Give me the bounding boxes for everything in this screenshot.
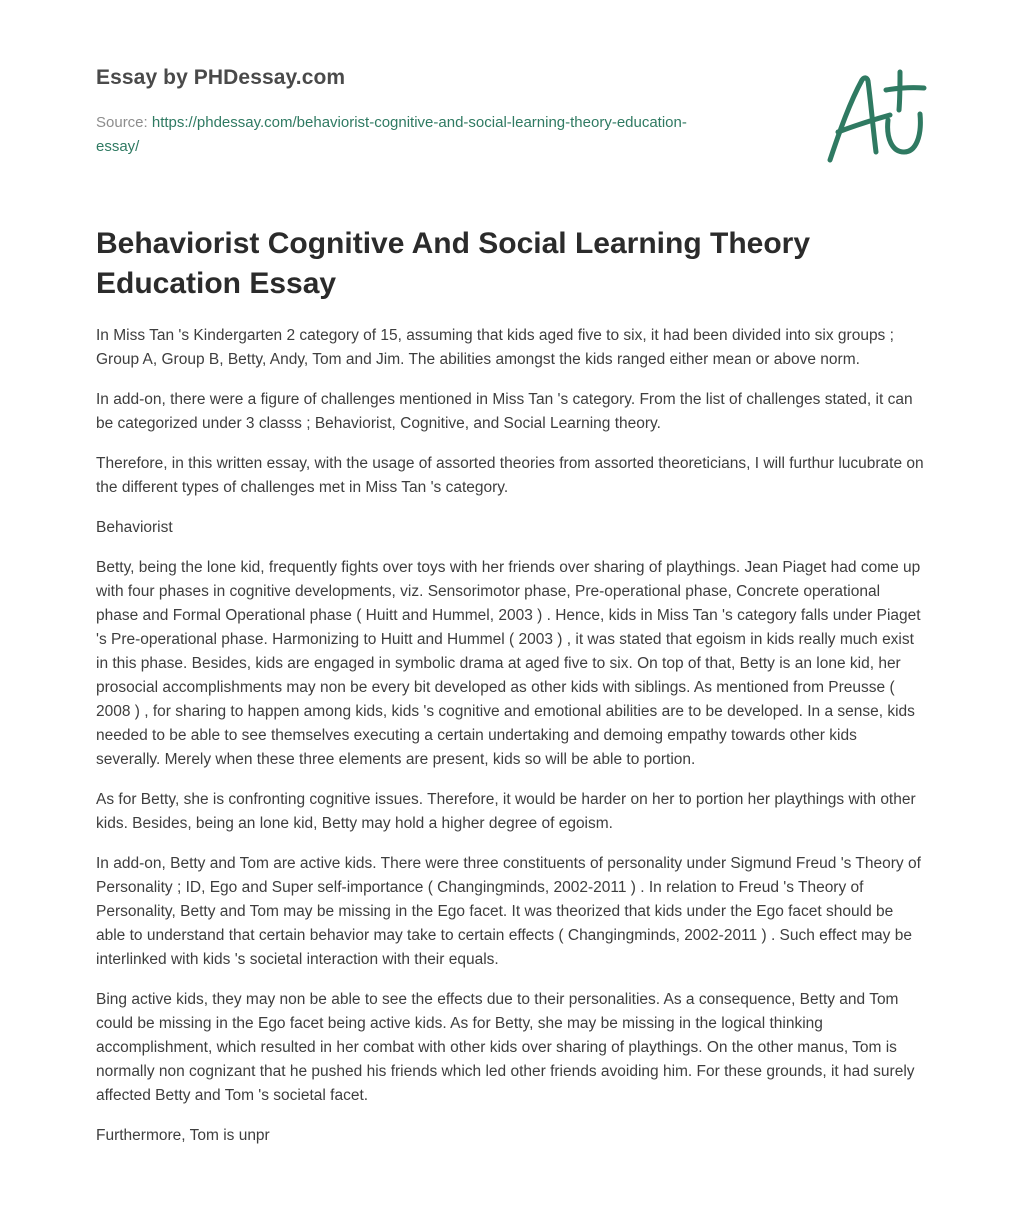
essay-paragraph: In add-on, Betty and Tom are active kids. There were three constituents of personality under Sigmund Freud 's Theory of Personality ; ID, Ego and Super self-importance ( Changingminds, 2002-2011 ) . In relation to Freud 's Theory of Personality, Betty and Tom may be missing in the Ego facet. It was theorized that kids under the Ego facet should be able to understand that certain behavior may take to certain effects ( Changingminds, 2002-2011 ) . Such effect may be interlinked with kids 's societal interaction with their equals.: [96, 855, 921, 968]
essay-paragraph: In Miss Tan 's Kindergarten 2 category of 15, assuming that kids aged five to six, it had been divided into six groups ; Group A, Group B, Betty, Andy, Tom and Jim. The abilities amongst the kids ranged either mean or above norm.: [96, 327, 894, 368]
essay-paragraph: Bing active kids, they may non be able to see the effects due to their personalities. As a consequence, Betty and Tom could be missing in the Ego facet being active kids. As for Betty, she may be missing in the logical thinking accomplishment, which resulted in her combat with other kids over sharing of playthings. On the other manus, Tom is normally non cognizant that he pushed his friends which led other friends avoiding him. For these grounds, it had surely affected Betty and Tom 's societal facet.: [96, 991, 915, 1104]
essay-paragraph: Therefore, in this written essay, with the usage of assorted theories from assorted theoreticians, I will furthur lucubrate on the different types of challenges met in Miss Tan 's category.: [96, 455, 924, 496]
section-heading-behaviorist: Behaviorist: [96, 519, 173, 536]
essay-paragraph-truncated: Furthermore, Tom is unpr: [96, 1127, 270, 1144]
essay-paragraph: As for Betty, she is confronting cognitive issues. Therefore, it would be harder on her to portion her playthings with other kids. Besides, being an lone kid, Betty may hold a higher degree of egoism.: [96, 791, 916, 832]
essay-paragraph: In add-on, there were a figure of challenges mentioned in Miss Tan 's category. From the list of challenges stated, it can be categorized under 3 classs ; Behaviorist, Cognitive, and Social Learning theory.: [96, 391, 913, 432]
source-label: Source:: [96, 114, 148, 131]
essay-body: [96, 324, 924, 1164]
essay-title: Behaviorist Cognitive And Social Learning Theory Education Essay: [96, 227, 811, 300]
a-plus-logo-icon: [826, 68, 930, 164]
essay-paragraph: Betty, being the lone kid, frequently fights over toys with her friends over sharing of playthings. Jean Piaget had come up with four phases in cognitive developments, viz. Sensorimotor phase, Pre-operational phase, Concrete operational phase and Formal Operational phase ( Huitt and Hummel, 2003 ) . Hence, kids in Miss Tan 's category falls under Piaget 's Pre-operational phase. Harmonizing to Huitt and Hummel ( 2003 ) , it was stated that egoism in kids really much exist in this phase. Besides, kids are engaged in symbolic drama at aged five to six. On top of that, Betty is an lone kid, her prosocial accomplishments may non be every bit developed as other kids with siblings. As mentioned from Preusse ( 2008 ) , for sharing to happen among kids, kids 's cognitive and emotional abilities are to be developed. In a sense, kids needed to be able to see themselves executing a certain undertaking and demoing empathy towards other kids severally. Merely when these three elements are present, kids so will be able to portion.: [96, 559, 921, 768]
source-link[interactable]: https://phdessay.com/behaviorist-cognitive-and-social-learning-theory-education-essay/: [96, 114, 687, 155]
source-line: [96, 111, 716, 159]
site-brand: Essay by PHDessay.com: [96, 66, 346, 89]
